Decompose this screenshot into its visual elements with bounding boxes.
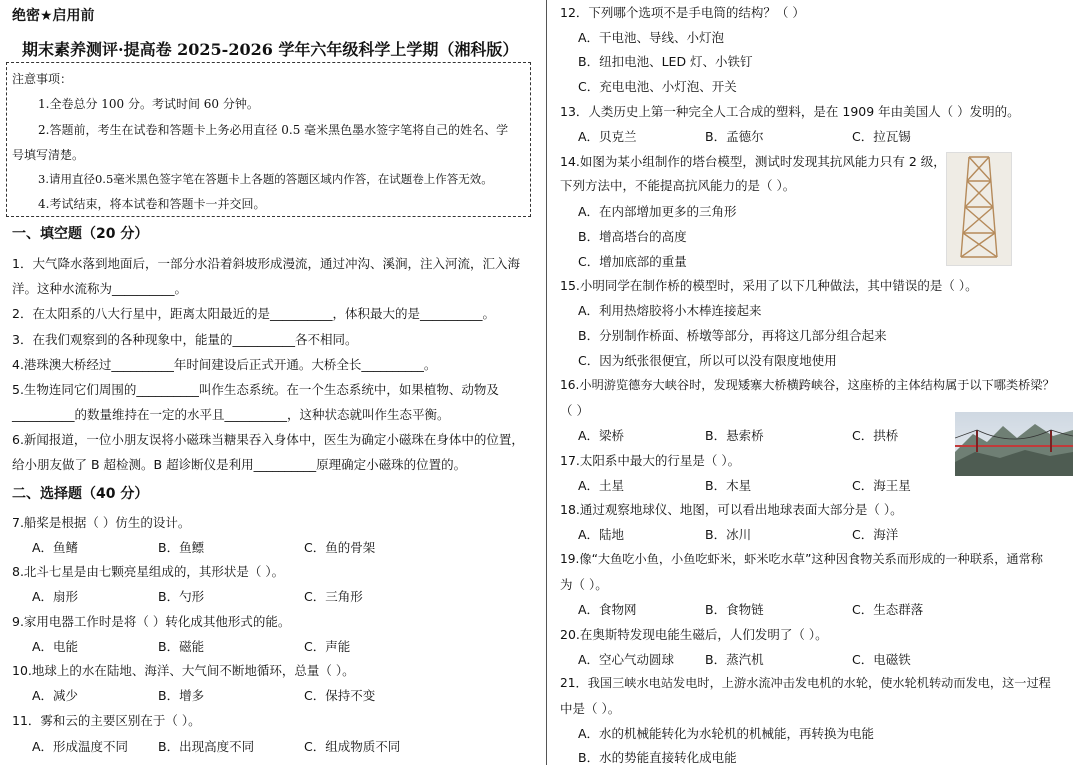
notice-item: 4.考试结束，将本试卷和答题卡一并交回。 [38, 197, 266, 211]
option: C．海王星 [852, 478, 911, 493]
section-heading: 二、选择题（40 分） [12, 486, 149, 502]
notice-item: 3.请用直径0.5毫米黑色签字笔在答题卡上各题的答题区域内作答，在试题卷上作答无效。 [38, 172, 493, 186]
option: A．电能 [32, 639, 79, 654]
option: B．木星 [705, 478, 752, 493]
option: A．利用热熔胶将小木棒连接起来 [578, 303, 762, 318]
fill-line: 2．在太阳系的八大行星中，距离太阳最近的是__________，体积最大的是__________。 [12, 306, 495, 321]
option: B．增高塔台的高度 [578, 229, 687, 244]
option: C．鱼的骨架 [304, 540, 376, 555]
option: C．声能 [304, 639, 351, 654]
question-text: 19.像“大鱼吃小鱼，小鱼吃虾米，虾米吃水草”这种因食物关系而形成的一种联系，通常称 [560, 552, 1043, 566]
option: C．保持不变 [304, 688, 376, 703]
option: A．水的机械能转化为水轮机的机械能，再转换为电能 [578, 726, 875, 741]
question-text: 10.地球上的水在陆地、海洋、大气间不断地循环，总量（ ）。 [12, 663, 355, 678]
notice-box [6, 62, 531, 217]
fill-line: 5.生物连同它们周围的__________叫作生态系统。在一个生态系统中，如果植物、动物及 [12, 382, 499, 397]
question-text: 13．人类历史上第一种完全人工合成的塑料，是在 1909 年由美国人（ ）发明的。 [560, 104, 1020, 119]
question-text: 16.小明游览德夯大峡谷时，发现矮寨大桥横跨峡谷，这座桥的主体结构属于以下哪类桥梁？ [560, 378, 1055, 392]
option: B．冰川 [705, 527, 752, 542]
question-text: 17.太阳系中最大的行星是（ ）。 [560, 453, 741, 468]
notice-item: 号填写清楚。 [12, 148, 85, 162]
option: A．形成温度不同 [32, 739, 129, 754]
question-text: 21．我国三峡水电站发电时，上游水流冲击发电机的水轮，使水轮机转动而发电，这一过程 [560, 676, 1051, 690]
question-text: 下列方法中，不能提高抗风能力的是（ ）。 [560, 178, 796, 193]
question-text: 12．下列哪个选项不是手电筒的结构？（ ） [560, 5, 805, 20]
fill-line: 1．大气降水落到地面后，一部分水沿着斜坡形成漫流，通过冲沟、溪涧，注入河流，汇入海 [12, 256, 520, 271]
question-text: 20.在奥斯特发现电能生磁后，人们发明了（ ）。 [560, 627, 828, 642]
question-text: （ ） [560, 403, 589, 418]
fill-line: 4.港珠澳大桥经过__________年时间建设后正式开通。大桥全长__________。 [12, 357, 437, 372]
fill-line: 6.新闻报道，一位小朋友误将小磁珠当糖果吞入身体中，医生为确定小磁珠在身体中的位置， [12, 432, 524, 447]
option: B．磁能 [158, 639, 205, 654]
option: C．生态群落 [852, 602, 924, 617]
column-divider [546, 0, 547, 765]
option: B．孟德尔 [705, 129, 764, 144]
option: B．勺形 [158, 589, 205, 604]
question-text: 11．雾和云的主要区别在于（ ）。 [12, 713, 201, 728]
secret-label: 绝密★启用前 [12, 8, 95, 24]
question-text: 8.北斗七星是由七颗亮星组成的，其形状是（ ）。 [12, 564, 285, 579]
option: A．空心气动圆球 [578, 652, 675, 667]
question-text: 中是（ ）。 [560, 701, 621, 716]
question-text: 7.船桨是根据（ ）仿生的设计。 [12, 515, 191, 530]
option: A．干电池、导线、小灯泡 [578, 30, 725, 45]
option: B．蒸汽机 [705, 652, 764, 667]
fill-line: 洋。这种水流称为__________。 [12, 281, 188, 296]
option: B．水的势能直接转化成电能 [578, 750, 737, 765]
option: A．食物网 [578, 602, 637, 617]
fill-line: 3．在我们观察到的各种现象中，能量的__________各不相同。 [12, 332, 358, 347]
option: B．食物链 [705, 602, 764, 617]
option: B．增多 [158, 688, 205, 703]
bridge-photo [955, 412, 1073, 476]
fill-line: __________的数量维持在一定的水平且__________，这种状态就叫作生态平衡。 [12, 407, 450, 422]
notice-item: 2.答题前，考生在试卷和答题卡上务必用直径 0.5 毫米黑色墨水签字笔将自己的姓名、学 [38, 123, 509, 137]
question-text: 18.通过观察地球仪、地图，可以看出地球表面大部分是（ ）。 [560, 502, 903, 517]
option: C．拉瓦锡 [852, 129, 911, 144]
option: A．贝克兰 [578, 129, 637, 144]
option: C．因为纸张很便宜，所以可以没有限度地使用 [578, 353, 837, 368]
option: A．鱼鳍 [32, 540, 79, 555]
fill-line: 给小朋友做了 B 超检测。B 超诊断仪是利用__________原理确定小磁珠的位置的。 [12, 457, 467, 472]
option: A．土星 [578, 478, 625, 493]
option: C．充电电池、小灯泡、开关 [578, 79, 737, 94]
option: B．出现高度不同 [158, 739, 255, 754]
option: C．拱桥 [852, 428, 899, 443]
option: A．扇形 [32, 589, 79, 604]
tower-model-image [946, 152, 1012, 266]
question-text: 14.如图为某小组制作的塔台模型，测试时发现其抗风能力只有 2 级， [560, 154, 946, 169]
option: B．悬索桥 [705, 428, 764, 443]
option: C．增加底部的重量 [578, 254, 687, 269]
option: A．减少 [32, 688, 79, 703]
option: C．组成物质不同 [304, 739, 401, 754]
option: B．鱼鳔 [158, 540, 205, 555]
option: B．分别制作桥面、桥墩等部分，再将这几部分组合起来 [578, 328, 887, 343]
option: C．三角形 [304, 589, 363, 604]
option: C．海洋 [852, 527, 899, 542]
question-text: 15.小明同学在制作桥的模型时，采用了以下几种做法，其中错误的是（ ）。 [560, 278, 978, 293]
section-heading: 一、填空题（20 分） [12, 226, 149, 242]
notice-heading: 注意事项： [12, 72, 73, 86]
option: C．电磁铁 [852, 652, 911, 667]
question-text: 为（ ）。 [560, 577, 608, 592]
notice-item: 1.全卷总分 100 分。考试时间 60 分钟。 [38, 97, 259, 111]
exam-title: 期末素养测评·提高卷 2025-2026 学年六年级科学上学期（湘科版） [22, 40, 519, 59]
option: A．在内部增加更多的三角形 [578, 204, 737, 219]
question-text: 9.家用电器工作时是将（ ）转化成其他形式的能。 [12, 614, 291, 629]
option: A．陆地 [578, 527, 625, 542]
option: B．纽扣电池、LED 灯、小铁钉 [578, 54, 753, 69]
option: A．梁桥 [578, 428, 625, 443]
